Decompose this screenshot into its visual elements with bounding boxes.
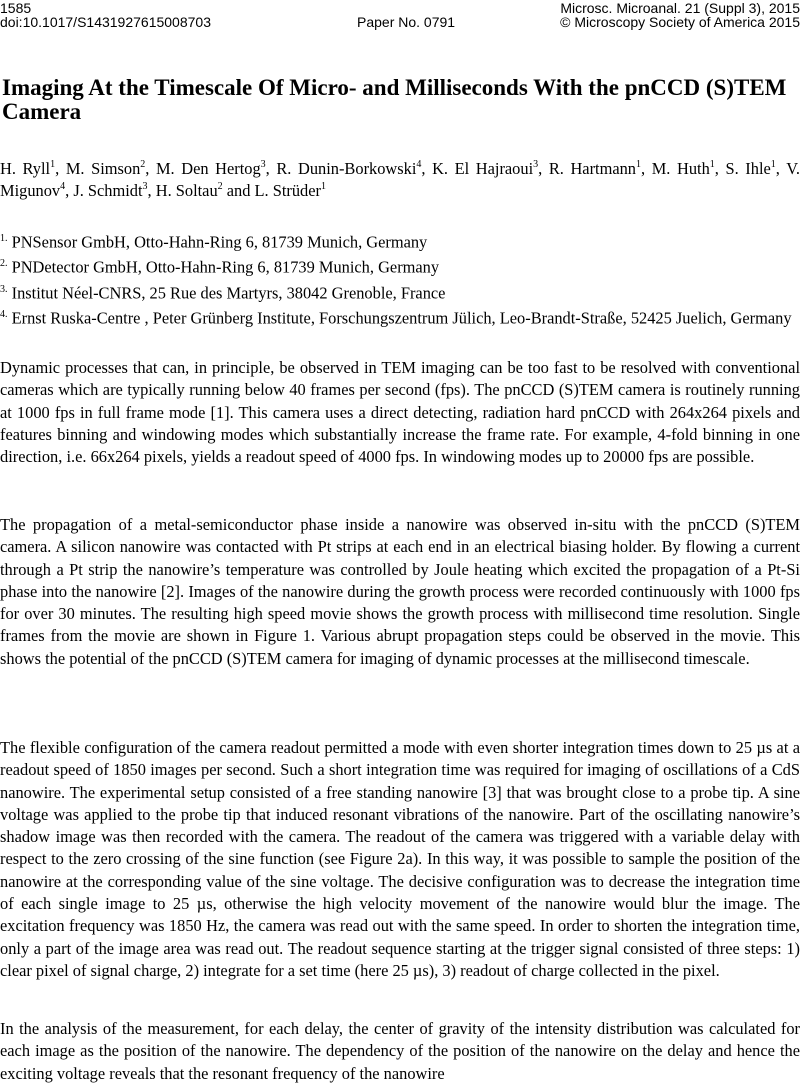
author-affiliation-mark: 3 bbox=[142, 180, 148, 192]
author-list: H. Ryll$^1$, M. Simson$^2$, M. Den Hertog$^3$, R. Dunin-Borkowski$^4$, K. El Hajraoui$^3$, R. Hartmann$^1$, M. Huth$^1$, S. Ihle$^1$, V. Migunov$^4$, J. Schmidt$^3$, H. Soltau$^2$ and L. Strüder$^1$ bbox=[0, 158, 800, 200]
affiliation-text: Ernst Ruska-Centre , Peter Grünberg Institute, Forschungszentrum Jülich, Leo-Brandt-Straße, 52425 Juelich, Germany bbox=[11, 308, 792, 328]
author-affiliation-mark: 4 bbox=[416, 158, 422, 170]
author-name: R. Dunin-Borkowski bbox=[276, 159, 417, 178]
author bbox=[432, 159, 538, 178]
author-affiliation-mark: 1 bbox=[770, 158, 776, 170]
author bbox=[652, 159, 715, 178]
author-affiliation-mark: 1 bbox=[50, 158, 56, 170]
author-name: H. Ryll bbox=[0, 159, 51, 178]
affiliation-list bbox=[0, 228, 800, 330]
author bbox=[156, 159, 266, 178]
author-name: M. Simson bbox=[65, 159, 141, 178]
header-row-bottom bbox=[0, 14, 800, 30]
affiliation bbox=[0, 304, 800, 329]
affiliation-text: PNDetector GmbH, Otto-Hahn-Ring 6, 81739 Munich, Germany bbox=[11, 257, 440, 277]
journal-citation: Microsc. Microanal. 21 (Suppl 3), 2015 bbox=[560, 0, 800, 16]
affiliation-number: 4. bbox=[0, 309, 8, 321]
author-name: R. Hartmann bbox=[548, 159, 637, 178]
author-affiliation-mark: 2 bbox=[217, 180, 223, 192]
paper-number: Paper No. 0791 bbox=[357, 14, 456, 30]
affiliation-number: 1. bbox=[0, 233, 8, 244]
author-affiliation-mark: 1 bbox=[636, 158, 642, 170]
affiliation bbox=[0, 279, 800, 304]
author bbox=[73, 181, 147, 200]
author-affiliation-mark: 3 bbox=[533, 158, 539, 170]
author-affiliation-mark: 1 bbox=[709, 158, 715, 170]
author bbox=[156, 181, 223, 200]
affiliation-number: 3. bbox=[0, 283, 8, 295]
author-affiliation-mark: 4 bbox=[60, 180, 66, 192]
author-name: L. Strüder bbox=[254, 181, 321, 200]
affiliation-text: PNSensor GmbH, Otto-Hahn-Ring 6, 81739 Munich, Germany bbox=[11, 232, 428, 252]
author bbox=[255, 181, 326, 200]
author bbox=[549, 159, 641, 178]
body-paragraph: In the analysis of the measurement, for each delay, the center of gravity of the intensity distribution was calculated for each image as the position of the nanowire. The dependency of the position of the nanowire on the delay and hence the exciting voltage reveals that the resonant frequency of the nanowire bbox=[0, 1019, 800, 1083]
author-name: K. El Hajraoui bbox=[432, 159, 534, 178]
body-paragraph: Dynamic processes that can, in principle, be observed in TEM imaging can be too fast to be resolved with conventional cameras which are typically running below 40 frames per second (fps). The pnCCD (S)TEM camera is routinely running at 1000 fps in full frame mode [1]. This camera uses a direct detecting, radiation hard pnCCD with 264x264 pixels and features binning and windowing modes which substantially increase the frame rate. For example, 4-fold binning in one direction, i.e. 66x264 pixels, yields a readout speed of 4000 fps. In windowing modes up to 20000 fps are possible. bbox=[0, 358, 800, 467]
author bbox=[276, 159, 421, 178]
author-affiliation-mark: 3 bbox=[260, 158, 266, 170]
page-number: 1585 bbox=[0, 0, 32, 16]
affiliation-number: 2. bbox=[0, 258, 8, 270]
author-name: S. Ihle bbox=[725, 159, 771, 178]
author bbox=[66, 159, 145, 178]
author bbox=[0, 159, 55, 178]
copyright-notice: © Microscopy Society of America 2015 bbox=[560, 14, 800, 30]
author-name: V. Migunov bbox=[0, 159, 800, 200]
author bbox=[725, 159, 775, 178]
affiliation bbox=[0, 253, 800, 278]
author-affiliation-mark: 1 bbox=[321, 180, 326, 192]
author-name: M. Huth bbox=[651, 159, 710, 178]
paper-title: Imaging At the Timescale Of Micro- and Milliseconds With the pnCCD (S)TEM Camera bbox=[2, 75, 787, 124]
body-paragraph: The flexible configuration of the camera readout permitted a mode with even shorter integration times down to 25 µs at a readout speed of 1850 images per second. Such a short integration time was required for imaging of oscillations of a CdS nanowire. The experimental setup consisted of a free standing nanowire [3] that was brought close to a probe tip. A sine voltage was applied to the probe tip that induced resonant vibrations of the nanowire. Part of the oscillating nanowire’s shadow image was then recorded with the camera. The readout of the camera was triggered with a variable delay with respect to the zero crossing of the sine function (see Figure 2a). In this way, it was possible to sample the position of the nanowire at the corresponding value of the sine voltage. The decisive configuration was to decrease the integration time of each single image to 25 µs, otherwise the high velocity movement of the nanowire would blur the image. The excitation frequency was 1850 Hz, the camera was read out with the same speed. In order to shorten the integration time, only a part of the image area was read out. The readout sequence starting at the trigger signal consisted of three steps: 1) clear pixel of signal charge, 2) integrate for a set time (here 25 µs), 3) readout of charge collected in the pixel. bbox=[0, 738, 800, 980]
body-paragraph: The propagation of a metal-semiconductor phase inside a nanowire was observed in-situ with the pnCCD (S)TEM camera. A silicon nanowire was contacted with Pt strips at each end in an electrical biasing holder. By flowing a current through a Pt strip the nanowire’s temperature was controlled by Joule heating which excited the propagation of a Pt-Si phase into the nanowire [2]. Images of the nanowire during the growth process were recorded continuously with 1000 fps for over 30 minutes. The resulting high speed movie shows the growth process with millisecond time resolution. Single frames from the movie are shown in Figure 1. Various abrupt propagation steps could be observed in the movie. This shows the potential of the pnCCD (S)TEM camera for imaging of dynamic processes at the millisecond timescale. bbox=[0, 515, 800, 668]
author-name: H. Soltau bbox=[155, 181, 218, 200]
author-name: M. Den Hertog bbox=[155, 159, 261, 178]
author-affiliation-mark: 2 bbox=[140, 158, 146, 170]
affiliation bbox=[0, 228, 800, 253]
affiliation-text: Institut Néel-CNRS, 25 Rue des Martyrs, 38042 Grenoble, France bbox=[11, 283, 446, 303]
author-name: J. Schmidt bbox=[73, 181, 143, 200]
doi-link[interactable]: doi:10.1017/S1431927615008703 bbox=[0, 14, 211, 30]
